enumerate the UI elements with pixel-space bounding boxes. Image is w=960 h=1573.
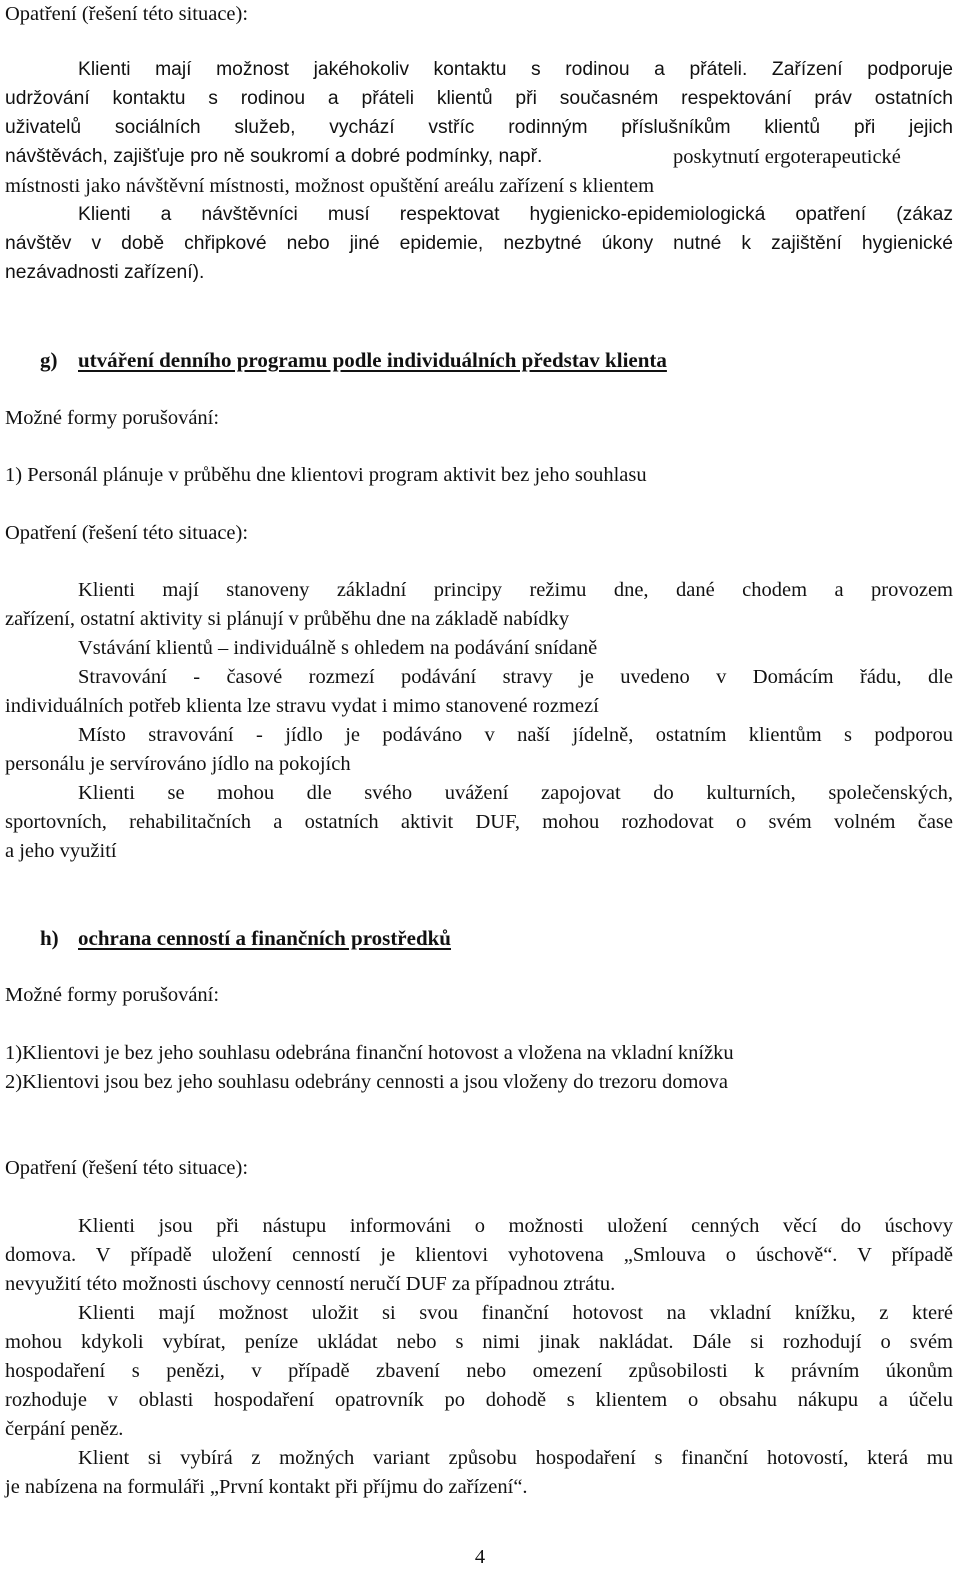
measures-label: Opatření (řešení této situace): xyxy=(5,1157,249,1179)
section-title: utváření denního programu podle individuálních představ klienta xyxy=(78,348,667,372)
paragraph-line: Klienti a návštěvníci musí respektovat hygienicko-epidemiologická opatření (zákaz xyxy=(78,204,953,225)
paragraph-line: Klienti mají možnost jakéhokoliv kontaktu s rodinou a přáteli. Zařízení podporuje xyxy=(78,59,953,80)
paragraph-line: návštěv v době chřipkové nebo jiné epidemie, nezbytné úkony nutné k zajištění hygienické xyxy=(5,233,953,254)
measures-label: Opatření (řešení této situace): xyxy=(5,3,249,25)
violation-item: 1) Personál plánuje v průběhu dne klientovi program aktivit bez jeho souhlasu xyxy=(5,464,647,486)
section-heading-g xyxy=(40,346,667,374)
paragraph-line: personálu je servírováno jídlo na pokojích xyxy=(5,753,351,775)
paragraph-line: nevyužití této možnosti úschovy cenností neručí DUF za případnou ztrátu. xyxy=(5,1273,616,1295)
paragraph-line: Klienti mají možnost uložit si svou finanční hotovost na vkladní knížku, z které xyxy=(78,1302,953,1324)
paragraph-line: je nabízena na formuláři „První kontakt při příjmu do zařízení“. xyxy=(5,1476,528,1498)
paragraph-line: Klienti jsou při nástupu informováni o možnosti uložení cenných věcí do úschovy xyxy=(78,1215,953,1237)
paragraph-line: poskytnutí ergoterapeutické xyxy=(673,146,901,168)
violation-item: 2)Klientovi jsou bez jeho souhlasu odebrány cennosti a jsou vloženy do trezoru domova xyxy=(5,1071,729,1093)
paragraph-line: čerpání peněz. xyxy=(5,1418,124,1440)
page-number: 4 xyxy=(474,1546,486,1568)
paragraph-line: rozhoduje v oblasti hospodaření opatrovník po dohodě s klientem o obsahu nákupu a účelu xyxy=(5,1389,953,1411)
paragraph-line: zařízení, ostatní aktivity si plánují v průběhu dne na základě nabídky xyxy=(5,608,570,630)
violation-item: 1)Klientovi je bez jeho souhlasu odebrána finanční hotovost a vložena na vkladní knížku xyxy=(5,1042,734,1064)
section-title: ochrana cenností a finančních prostředků xyxy=(78,926,451,950)
paragraph-line: Stravování - časové rozmezí podávání stravy je uvedeno v Domácím řádu, dle xyxy=(78,666,953,688)
paragraph-line: místnosti jako návštěvní místnosti, možnost opuštění areálu zařízení s klientem xyxy=(5,175,655,197)
paragraph-line: Klienti se mohou dle svého uvážení zapojovat do kulturních, společenských, xyxy=(78,782,953,804)
paragraph-line: hospodaření s penězi, v případě zbavení nebo omezení způsobilosti k právním úkonům xyxy=(5,1360,953,1382)
paragraph-line: domova. V případě uložení cenností je klientovi vyhotovena „Smlouva o úschově“. V případě xyxy=(5,1244,953,1266)
paragraph-line: Klienti mají stanoveny základní principy režimu dne, dané chodem a provozem xyxy=(78,579,953,601)
section-letter: h) xyxy=(40,926,59,950)
paragraph-line: návštěvách, zajišťuje pro ně soukromí a dobré podmínky, např. xyxy=(5,146,543,167)
forms-label: Možné formy porušování: xyxy=(5,984,220,1006)
paragraph-line: individuálních potřeb klienta lze stravu vydat i mimo stanovené rozmezí xyxy=(5,695,599,717)
paragraph-line: Místo stravování - jídlo je podáváno v naší jídelně, ostatním klientům s podporou xyxy=(78,724,953,746)
paragraph-line: udržování kontaktu s rodinou a přáteli klientů při současném respektování práv ostatních xyxy=(5,88,953,109)
measures-label: Opatření (řešení této situace): xyxy=(5,522,249,544)
paragraph-line: sportovních, rehabilitačních a ostatních aktivit DUF, mohou rozhodovat o svém volném čase xyxy=(5,811,953,833)
section-letter: g) xyxy=(40,348,58,372)
paragraph-line: Klient si vybírá z možných variant způsobu hospodaření s finanční hotovostí, která mu xyxy=(78,1447,953,1469)
paragraph-line: Vstávání klientů – individuálně s ohledem na podávání snídaně xyxy=(78,637,598,659)
paragraph-line: nezávadnosti zařízení). xyxy=(5,262,205,283)
section-heading-h xyxy=(40,924,451,952)
paragraph-line: uživatelů sociálních služeb, vychází vstříc rodinným příslušníkům klientů při jejich xyxy=(5,117,953,138)
paragraph-line: a jeho využití xyxy=(5,840,117,862)
paragraph-line: mohou kdykoli vybírat, peníze ukládat nebo s nimi jinak nakládat. Dále si rozhodují o svém xyxy=(5,1331,953,1353)
forms-label: Možné formy porušování: xyxy=(5,407,220,429)
